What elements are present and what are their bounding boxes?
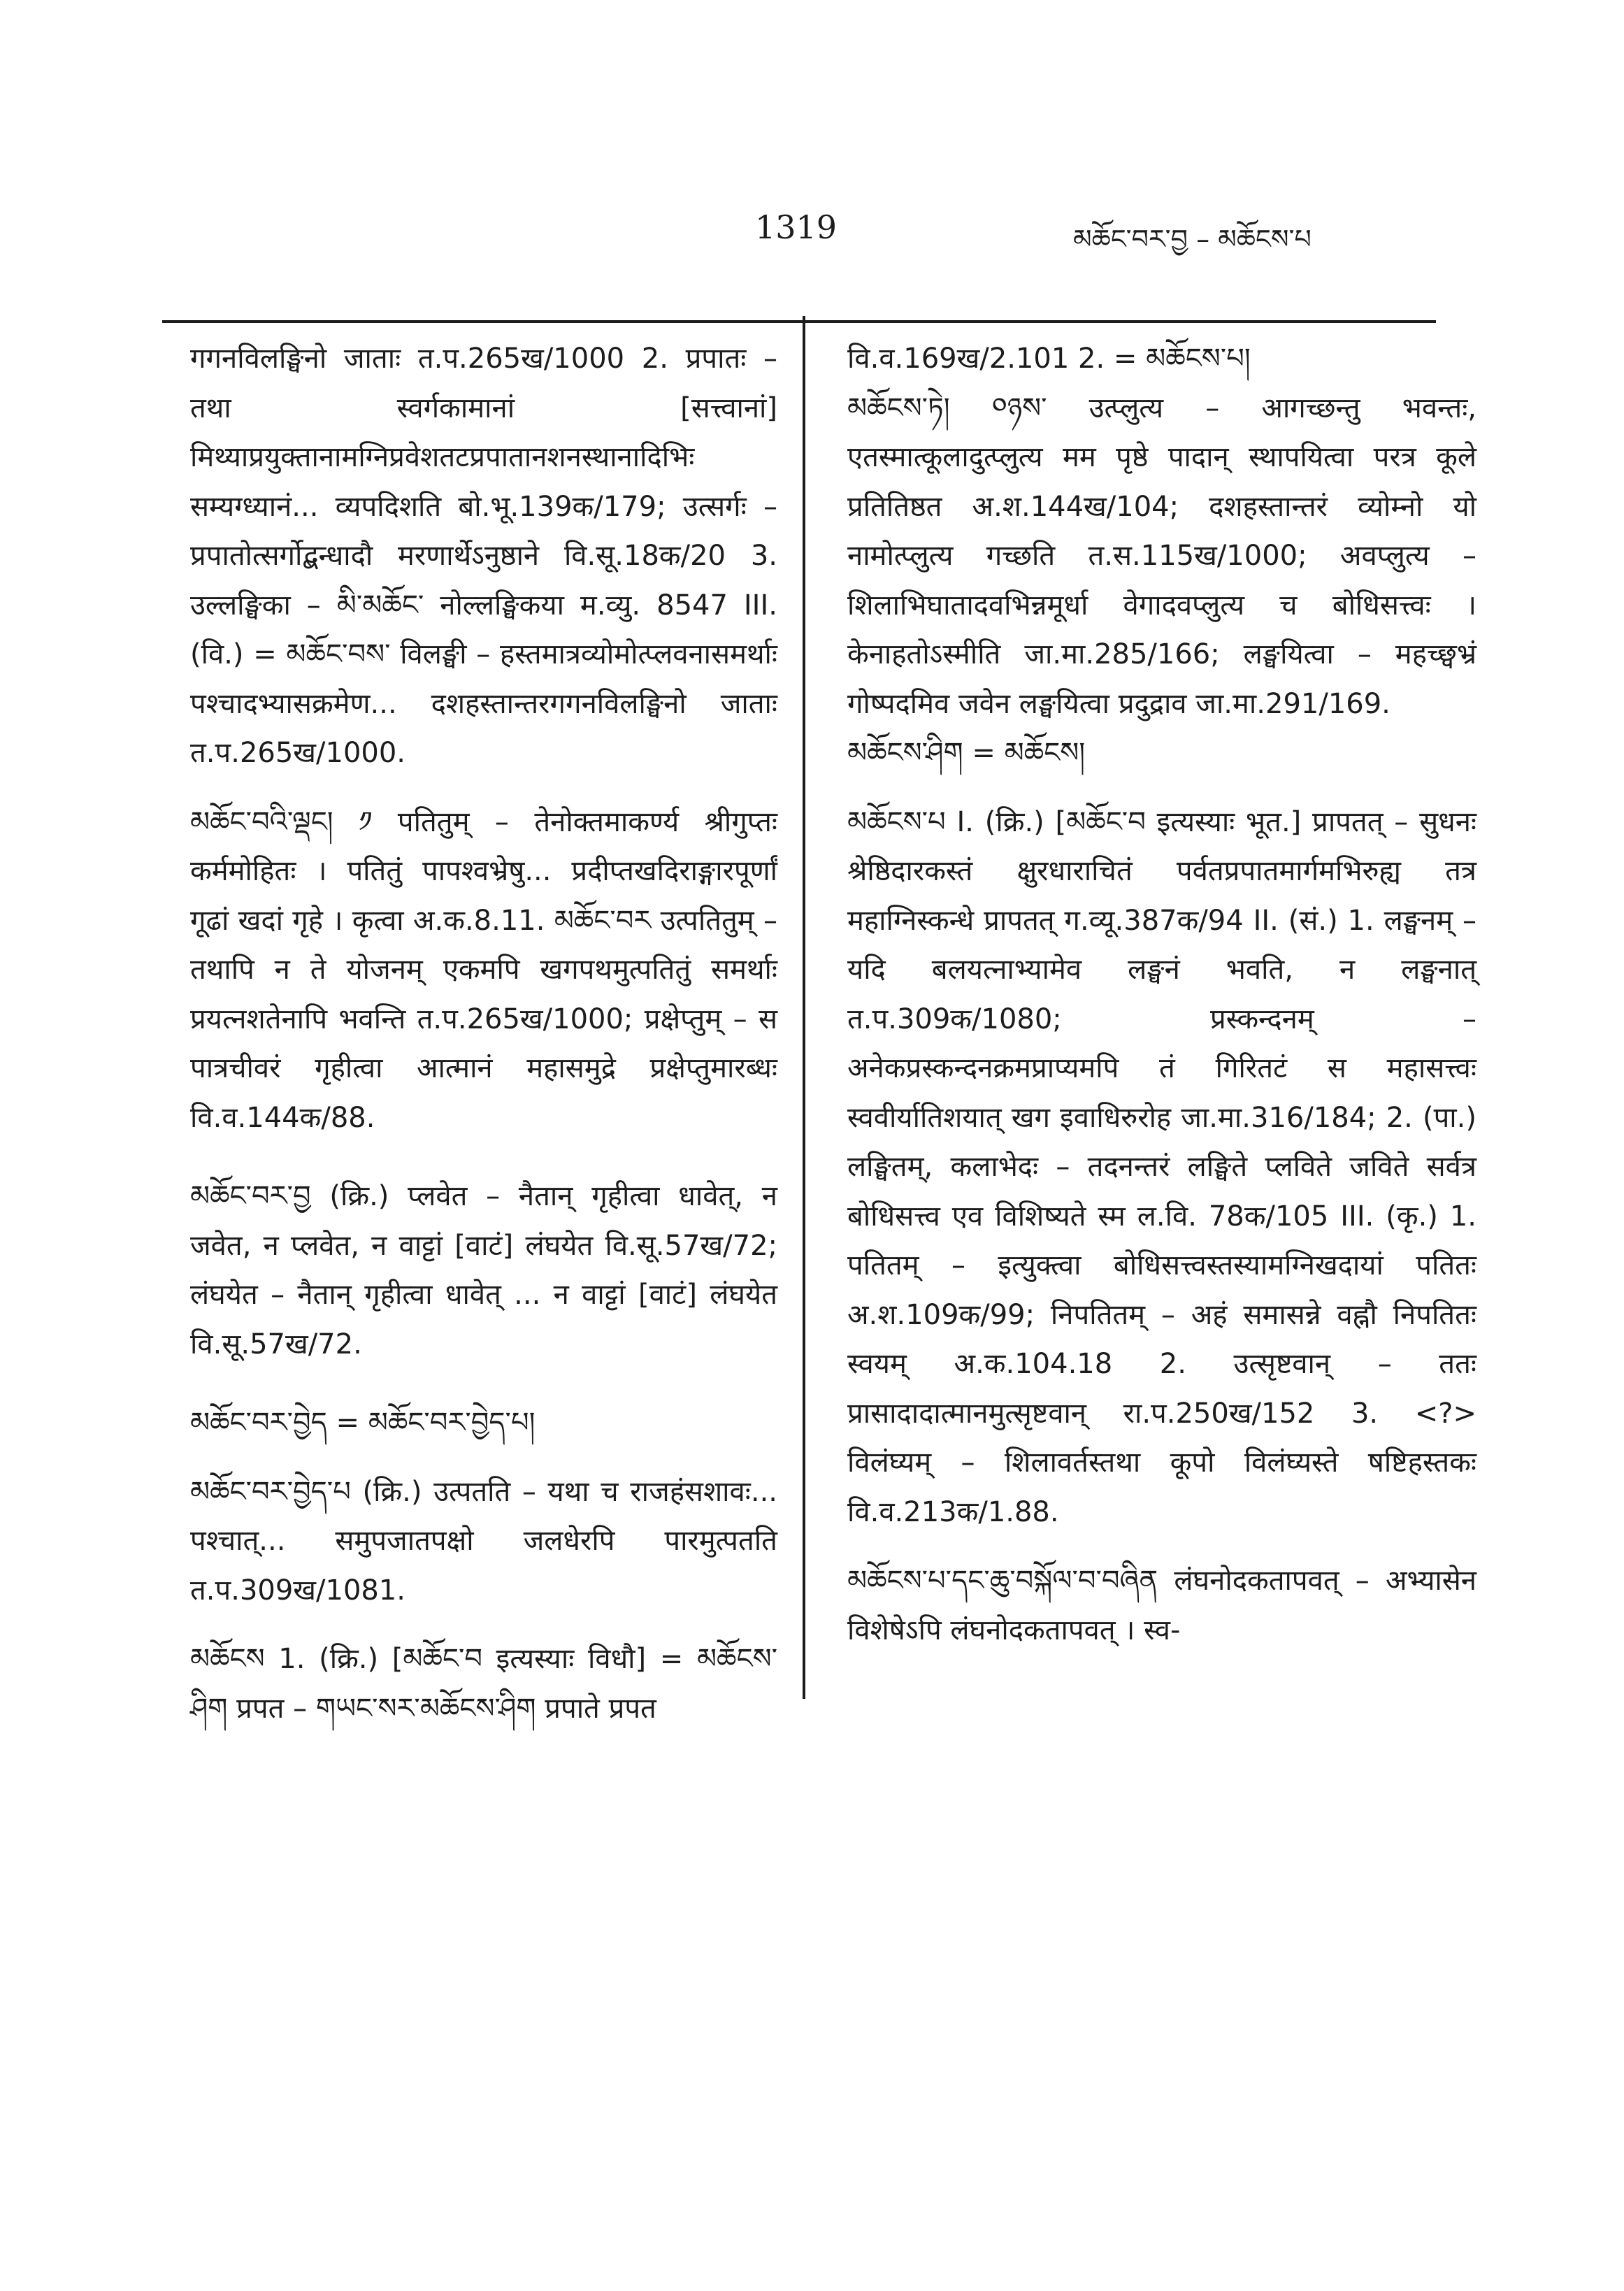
- dictionary-entry: མཆོངས 1. (क्रि.) [མཆོང་བ इत्यस्याः विधौ] = མཆོངས་ཤིག प्रपत – གཡང་སར་མཆོངས་ཤིག प्रपाते प्रपत: [190, 1643, 777, 1725]
- dictionary-entry: མཆོང་བར་བྱེད་པ (क्रि.) उत्पतति – यथा च राजहंसशावः... पश्चात्... समुपजातपक्षो जलधेरपि पारमुत्पतति त.प.309ख/1081.: [190, 1475, 777, 1607]
- entry-continuation: गगनविलङ्घिनो जाताः त.प.265ख/1000 2. प्रपातः – तथा स्वर्गकामानां [सत्त्वानां] मिथ्याप्रयुक्तानामग्निप्रवेशतटप्रपातानशनस्थानादिभिः सम्यग्ध्यानं... व्यपदिशति बो.भू.139क/179; उत्सर्गः – प्रपातोत्सर्गोद्बन्धादौ मरणार्थेऽनुष्ठाने वि.सू.18क/20 3. उल्लङ्घिका – མི་མཆོང་ नोल्लङ्घिकया म.व्यु. 8547 III. (वि.) = མཆོང་བས་ विलङ्घी – हस्तमात्रव्योमोत्प्लवनासमर्थाः पश्चादभ्यासक्रमेण... दशहस्तान्तरगगनविलङ्घिनो जाताः त.प.265ख/1000.: [190, 343, 777, 769]
- dictionary-entry: མཆོང་བར་བྱ (क्रि.) प्लवेत – नैतान् गृहीत्वा धावेत्, न जवेत, न प्लवेत, न वाट्टां [वाटं] लंघयेत वि.सू.57ख/72; लंघयेत – नैतान् गृहीत्वा धावेत् ... न वाट्टां [वाटं] लंघयेत वि.सू.57ख/72.: [190, 1180, 777, 1360]
- dictionary-entry: མཆོང་བའི་ལྡང། ༡ पतितुम् – तेनोक्तमाकर्ण्य श्रीगुप्तः कर्ममोहितः । पतितुं पापश्वभ्रेषु... प्रदीप्तखदिराङ्गारपूर्णां गूढां खदां गृहे । कृत्वा अ.क.8.11. མཆོང་བར उत्पतितुम् – तथापि न ते योजनम् एकमपि खगपथमुत्पतितुं समर्थाः प्रयत्नशतेनापि भवन्ति त.प.265ख/1000; प्रक्षेप्तुम् – स पात्रचीवरं गृहीत्वा आत्मानं महासमुद्रे प्रक्षेप्तुमारब्धः वि.व.144क/88.: [190, 805, 777, 1134]
- dictionary-entry: མཆོང་བར་བྱེད = མཆོང་བར་བྱེད་པ།: [190, 1407, 536, 1439]
- dictionary-entry: མཆོངས་པ I. (क्रि.) [མཆོང་བ इत्यस्याः भूत.] प्रापतत् – सुधनः श्रेष्ठिदारकस्तं क्षुरधाराचितं पर्वतप्रपातमार्गमभिरुह्य तत्र महाग्निस्कन्धे प्रापतत् ग.व्यू.387क/94 II. (सं.) 1. लङ्घनम् – यदि बलयत्नाभ्यामेव लङ्घनं भवति, न लङ्घनात् त.प.309क/1080; प्रस्कन्दनम् – अनेकप्रस्कन्दनक्रमप्राप्यमपि तं गिरितटं स महासत्त्वः स्ववीर्यातिशयात् खग इवाधिरुरोह जा.मा.316/184; 2. (पा.) लङ्घितम्, कलाभेदः – तदनन्तरं लङ्घिते प्लविते जविते सर्वत्र बोधिसत्त्व एव विशिष्यते स्म ल.वि. 78क/105 III. (कृ.) 1. पतितम् – इत्युक्त्वा बोधिसत्त्वस्तस्यामग्निखदायां पतितः अ.श.109क/99; निपतितम् – अहं समासन्ने वह्नौ निपतितः स्वयम् अ.क.104.18 2. उत्सृष्टवान् – ततः प्रासादादात्मानमुत्सृष्टवान् रा.प.250ख/152 3. <?> विलंघ्यम् – शिलावर्तस्तथा कूपो विलंघ्यस्ते षष्टिहस्तकः वि.व.213क/1.88.: [847, 805, 1476, 1528]
- dictionary-entry: མཆོངས་ཤིག = མཆོངས།: [847, 737, 1086, 769]
- page-number: 1319: [755, 208, 838, 246]
- dictionary-entry: མཆོངས་ཏེ། ༠ཉས་ उत्प्लुत्य – आगच्छन्तु भवन्तः, एतस्मात्कूलादुत्प्लुत्य मम पृष्ठे पादान् स्थापयित्वा परत्र कूले प्रतितिष्ठत अ.श.144ख/104; दशहस्तान्तरं व्योम्नो यो नामोत्प्लुत्य गच्छति त.स.115ख/1000; अवप्लुत्य – शिलाभिघातादवभिन्नमूर्धा वेगादवप्लुत्य च बोधिसत्त्वः । केनाहतोऽस्मीति जा.मा.285/166; लङ्घयित्वा – महच्छ्वभ्रं गोष्पदमिव जवेन लङ्घयित्वा प्रदुद्राव जा.मा.291/169.: [847, 392, 1476, 720]
- right-column: [847, 334, 1476, 1655]
- entry-continuation: वि.व.169ख/2.101 2. = མཆོངས་པ།: [847, 343, 1251, 375]
- dictionary-entry: མཆོངས་པ་དང་ཆུ་བསྐོལ་བ་བཞིན लंघनोदकतापवत् – अभ्यासेन विशेषेऽपि लंघनोदकतापवत् । स्व-: [847, 1565, 1476, 1646]
- left-column: [190, 334, 777, 1733]
- running-head: མཆོང་བར་བྱ – མཆོངས་པ: [1073, 224, 1312, 254]
- column-divider: [803, 316, 805, 1699]
- header-rule: [162, 320, 1436, 323]
